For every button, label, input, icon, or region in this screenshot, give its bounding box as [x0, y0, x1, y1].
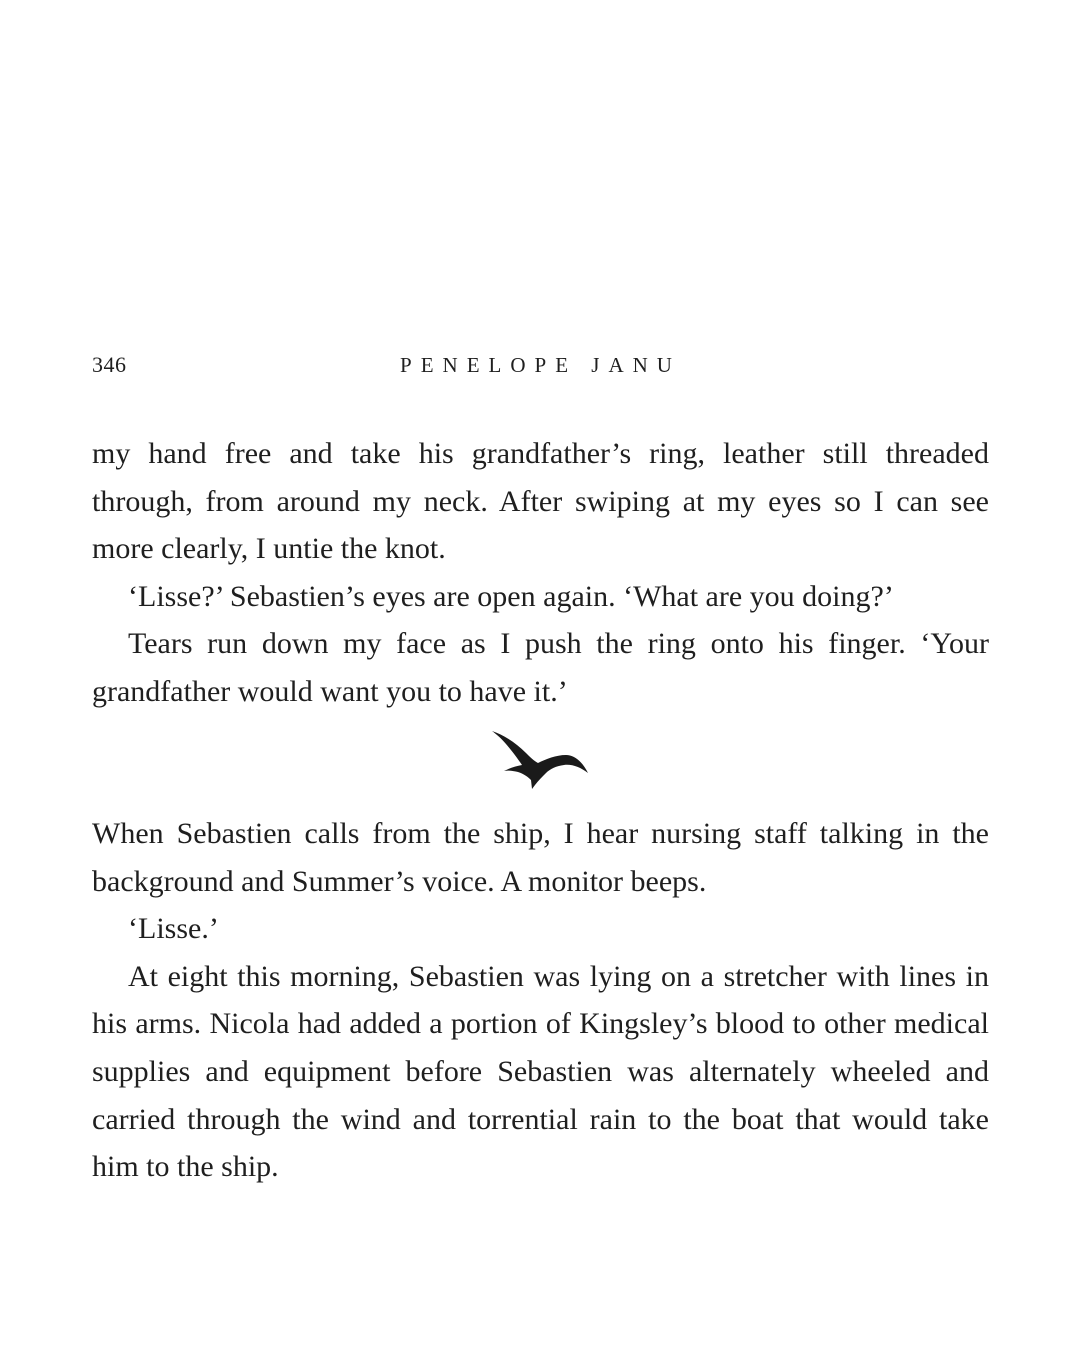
paragraph: my hand free and take his grandfather’s ring, leather still threaded through, from around my neck. After swiping at my eyes so I can see more clearly, I untie the knot. [92, 437, 989, 566]
bird-silhouette [492, 731, 588, 789]
author-name: PENELOPE JANU [400, 353, 681, 377]
paragraph: Tears run down my face as I push the ring onto his finger. ‘Your grandfather would want you to have it.’ [92, 627, 989, 708]
paragraph: ‘Lisse?’ Sebastien’s eyes are open again. ‘What are you doing?’ [128, 579, 894, 613]
paragraph: At eight this morning, Sebastien was lying on a stretcher with lines in his arms. Nicola had added a portion of Kingsley’s blood to other medical supplies and equipment before Sebastien was alternately wheeled and carried through the wind and torrential rain to the boat that would take him to the ship. [92, 959, 989, 1184]
paragraph: When Sebastien calls from the ship, I hear nursing staff talking in the background and Summer’s voice. A monitor beeps. [92, 817, 989, 898]
paragraph: ‘Lisse.’ [128, 912, 219, 946]
page-number: 346 [92, 352, 127, 377]
section-two [92, 810, 989, 1191]
running-head [92, 348, 989, 382]
bird-icon [490, 727, 590, 791]
section-one [92, 430, 989, 716]
